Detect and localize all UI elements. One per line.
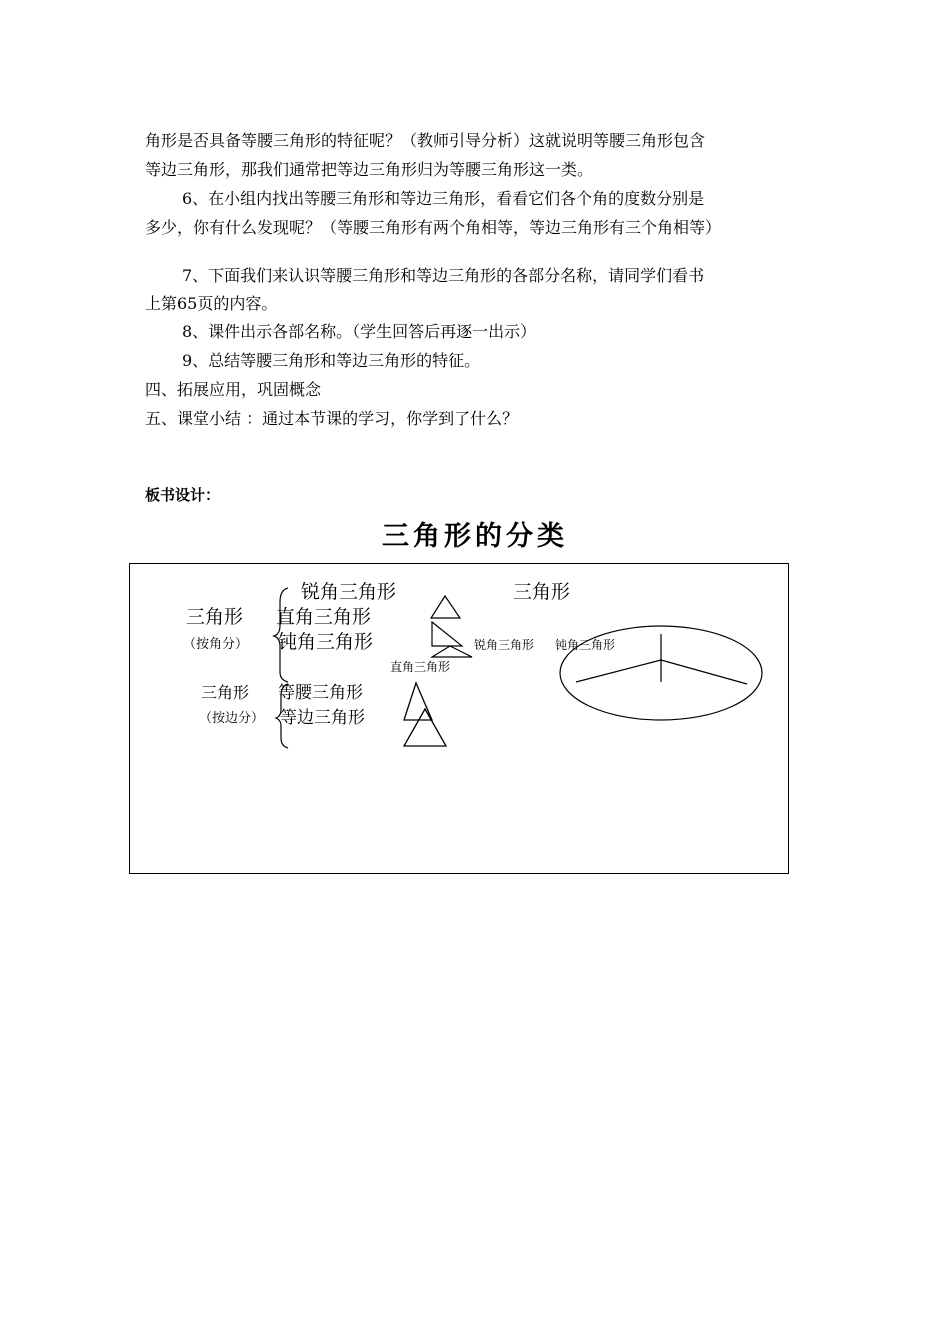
acute-triangle-icon	[431, 596, 460, 618]
ellipse-divider-left	[576, 660, 661, 682]
right-label: 直角三角形	[276, 606, 372, 628]
paragraph-line: 7、下面我们来认识等腰三角形和等边三角形的各部分名称，请同学们看书	[182, 266, 705, 285]
by-side-note: （按边分）	[199, 711, 265, 726]
circle-title: 三角形	[513, 581, 571, 603]
obtuse-label: 钝角三角形	[278, 631, 374, 653]
by-angle-main: 三角形	[186, 606, 244, 628]
right-caption: 直角三角形	[390, 660, 451, 674]
board-design-label: 板书设计：	[145, 486, 221, 504]
isosceles-label: 等腰三角形	[278, 683, 363, 703]
ellipse-divider-right	[661, 660, 747, 684]
side-brace	[276, 684, 288, 748]
paragraph-line: 上第65页的内容。	[145, 294, 278, 313]
paragraph-line: 6、在小组内找出等腰三角形和等边三角形，看看它们各个角的度数分别是	[182, 189, 705, 208]
equilateral-triangle-icon	[404, 709, 446, 746]
section-heading: 四、拓展应用，巩固概念	[145, 380, 322, 399]
by-angle-note: （按角分）	[183, 637, 249, 652]
paragraph-line: 角形是否具备等腰三角形的特征呢？（教师引导分析）这就说明等腰三角形包含	[145, 131, 706, 150]
equilateral-label: 等边三角形	[280, 708, 365, 728]
blackboard-frame	[129, 563, 789, 874]
board-title: 三角形的分类	[382, 521, 568, 552]
board-drawing	[130, 564, 790, 875]
acute-label: 锐角三角形	[301, 581, 397, 603]
paragraph-line: 等边三角形，那我们通常把等边三角形归为等腰三角形这一类。	[145, 160, 594, 179]
paragraph-line: 8、课件出示各部名称。（学生回答后再逐一出示）	[182, 322, 537, 341]
by-side-main: 三角形	[201, 683, 250, 702]
acute-small-label: 锐角三角形	[474, 638, 535, 652]
section-heading: 五、课堂小结 ：通过本节课的学习，你学到了什么？	[145, 409, 519, 428]
right-triangle-icon	[432, 622, 462, 646]
obtuse-small-label: 钝角三角形	[555, 638, 616, 652]
paragraph-line: 9、总结等腰三角形和等边三角形的特征。	[182, 351, 481, 370]
angle-brace	[274, 588, 288, 682]
paragraph-line: 多少，你有什么发现呢？（等腰三角形有两个角相等，等边三角形有三个角相等）	[145, 218, 722, 237]
obtuse-triangle-icon	[432, 646, 472, 657]
